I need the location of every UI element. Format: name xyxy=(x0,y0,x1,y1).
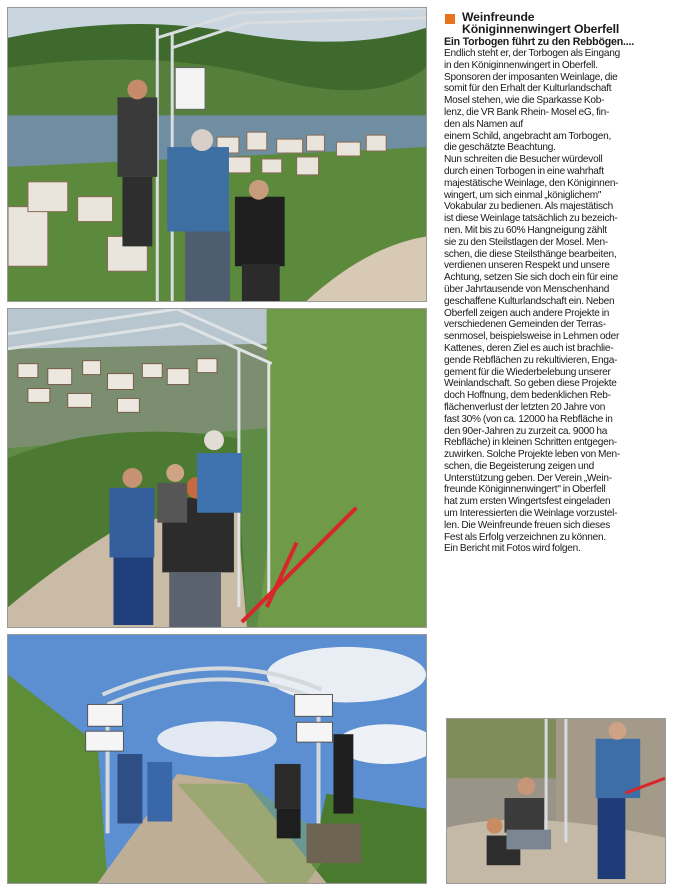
article-body-line: einem Schild, angebracht am Torbogen, xyxy=(444,130,611,142)
article-body-line: in den Königinnenwingert in Oberfell. xyxy=(444,59,598,71)
article-body-line: Ein Bericht mit Fotos wird folgen. xyxy=(444,543,581,555)
article-body-line: nen. Mit bis zu 60% Hangneigung zählt xyxy=(444,224,607,236)
article-title-line-2: Königinnenwingert Oberfell xyxy=(462,22,620,36)
article-body-line: Fest als Erfolg verzeichnen zu können. xyxy=(444,531,606,543)
article-body-line: geschaffene Kulturlandschaft ein. Neben xyxy=(444,295,615,307)
article-body-line: somit für den Erhalt der Kulturlandschaft xyxy=(444,83,612,95)
article-body-line: freunde Königinnenwingert" in Oberfell xyxy=(444,484,606,496)
article-body-line: ist diese Weinlage tatsächlich zu bezeich- xyxy=(444,213,618,225)
orange-square-bullet-icon xyxy=(445,14,455,24)
article-body-line: schen, die Begeisterung zeigen und xyxy=(444,460,594,472)
article-body-line: senmosel, beispielsweise in Lehmen oder xyxy=(444,331,620,343)
article-body-line: den als Namen auf xyxy=(444,118,523,130)
article-body-line: zuwirken. Solche Projekte leben von Men- xyxy=(444,449,621,461)
article-body-line: den 90er-Jahren zu zurzeit ca. 9000 ha xyxy=(444,425,608,437)
article-body-line: um Interessierten die Weinlage vorzustel- xyxy=(444,508,618,520)
article-title-line-1: Weinfreunde xyxy=(462,10,535,24)
article-body-line: fast 30% (von ca. 12000 ha Rebfläche in xyxy=(444,413,613,425)
article-body-line: wingert, um sich einmal „königlichem" xyxy=(444,189,602,201)
photo-1-image xyxy=(8,8,426,301)
article-body-line: majestätische Weinlage, den Königinnen- xyxy=(444,177,619,189)
article-body-line: flächenverlust der letzten 20 Jahre von xyxy=(444,401,606,413)
article-body-line: Endlich steht er, der Torbogen als Eingang xyxy=(444,48,620,59)
article-body-line: über Jahrtausende von Menschenhand xyxy=(444,283,610,295)
article-body-line: Unterstützung geben. Der Verein „Wein- xyxy=(444,472,612,484)
article-body-line: doch Hoffnung, dem bedenklichen Reb- xyxy=(444,390,611,402)
article-body-line: sie zu den Steilstlagen der Mosel. Men- xyxy=(444,236,608,248)
article-body xyxy=(444,48,666,555)
article-body-line: Mosel stehen, wie die Sparkasse Kob- xyxy=(444,95,605,107)
article-body-line: hat zum ersten Wingertsfest eingeladen xyxy=(444,496,611,508)
article-heading xyxy=(444,11,666,35)
article-body-line: Oberfell zeigen auch andere Projekte in xyxy=(444,307,610,319)
photo-arch-installation-village xyxy=(7,7,427,302)
photo-4-image xyxy=(447,719,665,883)
photo-arch-signs-sky xyxy=(7,634,427,884)
article-body-line: lenz, die VR Bank Rhein- Mosel eG, fin- xyxy=(444,106,610,118)
article-body-line: Sponsoren der imposanten Weinlage, die xyxy=(444,71,618,83)
article xyxy=(444,11,666,555)
photo-2-image xyxy=(8,309,426,627)
photo-arch-group-path xyxy=(7,308,427,628)
article-body-line: gement für die Wiederbelebung unserer xyxy=(444,366,611,378)
photo-arch-base-work xyxy=(446,718,666,884)
photo-3-image xyxy=(8,635,426,883)
article-body-line: len. Die Weinfreunde freuen sich dieses xyxy=(444,519,610,531)
article-body-line: verschiedenen Gemeinden der Terras- xyxy=(444,319,606,331)
article-body-line: Rebfläche) in kleinen Schritten entgegen- xyxy=(444,437,617,449)
article-subtitle: Ein Torbogen führt zu den Rebbögen.... xyxy=(444,36,634,48)
article-body-line: Nun schreiten die Besucher würdevoll xyxy=(444,154,603,166)
article-body-line: Weinlandschaft. So geben diese Projekte xyxy=(444,378,617,390)
article-body-line: Achtung, setzen Sie sich doch ein für eine xyxy=(444,272,618,284)
article-body-line: die geschätzte Beachtung. xyxy=(444,142,556,154)
article-body-line: gende Rebflächen zu rekultivieren, Enga- xyxy=(444,354,618,366)
article-body-line: verdienen unseren Respekt und unsere xyxy=(444,260,610,272)
article-body-line: Kattenes, deren Ziel es auch ist brachlie- xyxy=(444,342,614,354)
article-body-line: durch einen Torbogen in eine wahrhaft xyxy=(444,165,604,177)
article-body-line: schen, die diese Steilsthänge bearbeiten, xyxy=(444,248,617,260)
article-body-line: Vokabular zu bedienen. Als majestätisch xyxy=(444,201,613,213)
